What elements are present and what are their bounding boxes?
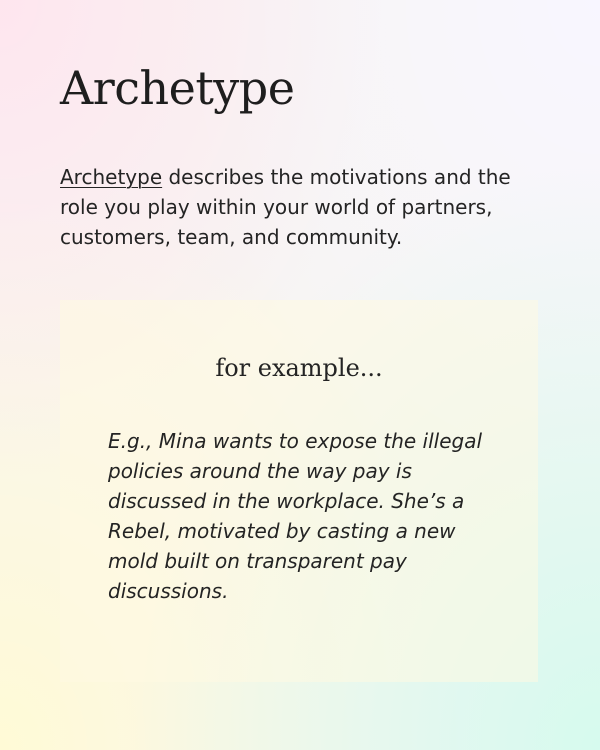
- page-title: Archetype: [60, 61, 295, 115]
- example-card: [60, 300, 538, 682]
- intro-text: describes the motivations and the role you play within your world of partners, customers, team, and community.: [60, 165, 511, 249]
- example-card-heading: for example...: [215, 354, 383, 382]
- intro-paragraph: [60, 162, 550, 252]
- archetype-term-link[interactable]: Archetype: [60, 165, 163, 189]
- example-text: E.g., Mina wants to expose the illegal policies around the way pay is discussed in the workplace. She’s a Rebel, motivated by casting a new mold built on transparent pay discussions.: [108, 429, 483, 603]
